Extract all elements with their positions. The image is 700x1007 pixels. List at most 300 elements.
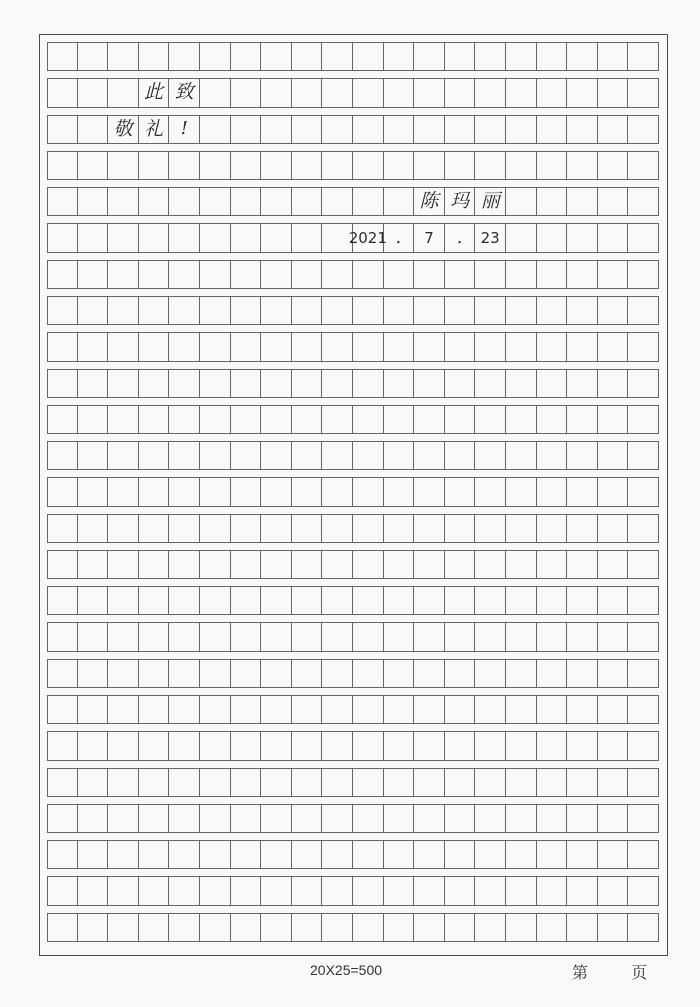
grid-cell xyxy=(200,586,231,615)
grid-cell xyxy=(322,876,353,905)
grid-cell xyxy=(231,42,262,71)
grid-cell xyxy=(353,514,384,543)
grid-cell xyxy=(108,695,139,724)
grid-cell xyxy=(537,659,568,688)
grid-cell xyxy=(78,659,109,688)
grid-cell xyxy=(261,768,292,797)
grid-cell xyxy=(108,78,139,107)
grid-cell xyxy=(567,115,598,144)
grid-cell xyxy=(628,514,659,543)
grid-cell xyxy=(169,622,200,651)
grid-cell xyxy=(231,586,262,615)
grid-cell xyxy=(506,550,537,579)
grid-cell xyxy=(414,405,445,434)
grid-cell xyxy=(78,78,109,107)
grid-cell xyxy=(353,187,384,216)
grid-cell xyxy=(475,514,506,543)
grid-cell xyxy=(384,913,415,942)
grid-cell xyxy=(139,514,170,543)
grid-cell xyxy=(47,731,78,760)
grid-cell xyxy=(475,477,506,506)
grid-cell xyxy=(353,659,384,688)
grid-cell xyxy=(169,151,200,180)
grid-cell xyxy=(506,913,537,942)
grid-cell xyxy=(628,332,659,361)
grid-cell xyxy=(261,659,292,688)
grid-cell xyxy=(261,876,292,905)
grid-cell xyxy=(78,586,109,615)
grid-cell xyxy=(47,260,78,289)
grid-cell xyxy=(414,514,445,543)
grid-cell xyxy=(628,477,659,506)
grid-count-label: 20X25=500 xyxy=(310,962,383,978)
grid-cell xyxy=(384,42,415,71)
grid-cell xyxy=(414,151,445,180)
grid-cell xyxy=(322,768,353,797)
grid-cell xyxy=(598,514,629,543)
grid-cell xyxy=(628,586,659,615)
grid-cell xyxy=(47,115,78,144)
grid-cell xyxy=(322,332,353,361)
grid-cell xyxy=(567,768,598,797)
grid-cell xyxy=(322,695,353,724)
grid-cell xyxy=(628,659,659,688)
grid-cell xyxy=(414,622,445,651)
grid-cell xyxy=(292,622,323,651)
grid-cell xyxy=(292,876,323,905)
grid-cell xyxy=(139,731,170,760)
grid-cell xyxy=(108,477,139,506)
grid-cell xyxy=(139,477,170,506)
grid-cell xyxy=(322,296,353,325)
grid-cell xyxy=(475,840,506,869)
grid-cell xyxy=(322,804,353,833)
grid-cell xyxy=(78,42,109,71)
grid-cell xyxy=(445,586,476,615)
grid-cell xyxy=(598,151,629,180)
grid-cell xyxy=(78,876,109,905)
grid-cell xyxy=(598,296,629,325)
grid-cell xyxy=(78,514,109,543)
grid-cell xyxy=(139,659,170,688)
grid-cell xyxy=(169,441,200,470)
grid-cell xyxy=(628,260,659,289)
grid-cell xyxy=(353,731,384,760)
grid-cell xyxy=(353,622,384,651)
grid-cell xyxy=(628,296,659,325)
grid-cell xyxy=(475,42,506,71)
grid-cell xyxy=(292,550,323,579)
grid-cell xyxy=(139,695,170,724)
grid-cell xyxy=(108,441,139,470)
grid-cell xyxy=(108,768,139,797)
grid-cell xyxy=(322,840,353,869)
grid-cell xyxy=(475,441,506,470)
grid-cell xyxy=(47,550,78,579)
grid-cell xyxy=(261,913,292,942)
handwritten-character: 陈 xyxy=(419,190,439,213)
grid-cell xyxy=(78,369,109,398)
grid-cell xyxy=(598,115,629,144)
grid-cell xyxy=(567,514,598,543)
grid-cell xyxy=(628,768,659,797)
grid-cell xyxy=(200,42,231,71)
grid-cell xyxy=(231,876,262,905)
grid-cell xyxy=(384,840,415,869)
grid-cell xyxy=(384,369,415,398)
grid-cell xyxy=(139,441,170,470)
grid-cell xyxy=(261,369,292,398)
grid-cell xyxy=(231,441,262,470)
grid-cell xyxy=(322,441,353,470)
grid-cell xyxy=(567,477,598,506)
grid-cell xyxy=(231,223,262,252)
grid-cell xyxy=(628,369,659,398)
grid-cell xyxy=(322,187,353,216)
grid-cell xyxy=(292,151,323,180)
grid-cell xyxy=(47,223,78,252)
grid-cell xyxy=(445,514,476,543)
grid-cell xyxy=(537,550,568,579)
grid-cell xyxy=(322,151,353,180)
grid-cell xyxy=(475,296,506,325)
grid-cell xyxy=(139,151,170,180)
grid-cell xyxy=(108,514,139,543)
grid-cell xyxy=(200,115,231,144)
grid-cell xyxy=(231,659,262,688)
grid-cell xyxy=(384,151,415,180)
grid-cell xyxy=(348,223,387,252)
grid-cell xyxy=(261,78,292,107)
grid-cell xyxy=(169,223,200,252)
grid-cell xyxy=(292,913,323,942)
grid-cell xyxy=(47,441,78,470)
grid-cell xyxy=(353,695,384,724)
grid-cell xyxy=(598,586,629,615)
grid-cell xyxy=(139,913,170,942)
grid-cell xyxy=(231,768,262,797)
grid-cell xyxy=(567,695,598,724)
grid-cell xyxy=(598,768,629,797)
grid-cell xyxy=(445,840,476,869)
grid-cell xyxy=(475,550,506,579)
grid-cell xyxy=(445,550,476,579)
grid-cell xyxy=(537,477,568,506)
grid-cell xyxy=(231,731,262,760)
grid-cell xyxy=(353,151,384,180)
grid-cell xyxy=(78,550,109,579)
grid-cell xyxy=(261,187,292,216)
grid-cell xyxy=(108,804,139,833)
grid-cell xyxy=(414,876,445,905)
grid-cell xyxy=(261,477,292,506)
grid-cell xyxy=(169,768,200,797)
grid-cell xyxy=(537,115,568,144)
grid-cell xyxy=(200,876,231,905)
grid-cell xyxy=(231,151,262,180)
grid-cell xyxy=(108,840,139,869)
grid-cell xyxy=(322,586,353,615)
grid-cell xyxy=(384,876,415,905)
grid-cell xyxy=(78,804,109,833)
grid-cell xyxy=(353,550,384,579)
grid-cell xyxy=(108,187,139,216)
grid-cell xyxy=(139,622,170,651)
grid-cell xyxy=(292,115,323,144)
grid-cell xyxy=(78,477,109,506)
grid-cell xyxy=(475,731,506,760)
grid-cell xyxy=(475,913,506,942)
grid-cell xyxy=(261,405,292,434)
grid-cell xyxy=(384,260,415,289)
grid-cell xyxy=(567,840,598,869)
grid-cell xyxy=(445,187,476,216)
grid-cell xyxy=(353,477,384,506)
grid-cell xyxy=(537,369,568,398)
grid-cell xyxy=(567,586,598,615)
grid-cell xyxy=(47,477,78,506)
grid-cell xyxy=(322,514,353,543)
grid-cell xyxy=(384,550,415,579)
grid-cell xyxy=(231,695,262,724)
grid-cell xyxy=(384,187,415,216)
grid-cell xyxy=(598,659,629,688)
handwritten-character: 23 xyxy=(480,228,500,247)
grid-cell xyxy=(231,260,262,289)
grid-cell xyxy=(537,514,568,543)
grid-cell xyxy=(475,223,506,252)
grid-cell xyxy=(78,296,109,325)
grid-cell xyxy=(567,659,598,688)
grid-cell xyxy=(445,42,476,71)
grid-cell xyxy=(567,405,598,434)
grid-cell xyxy=(628,223,659,252)
grid-cell xyxy=(506,695,537,724)
grid-cell xyxy=(108,731,139,760)
grid-cell xyxy=(598,260,629,289)
grid-cell xyxy=(384,695,415,724)
grid-cell xyxy=(598,695,629,724)
grid-cell xyxy=(322,477,353,506)
grid-cell xyxy=(475,78,506,107)
grid-cell xyxy=(628,115,659,144)
grid-cell xyxy=(231,115,262,144)
grid-cell xyxy=(537,441,568,470)
grid-cell xyxy=(506,622,537,651)
grid-cell xyxy=(108,622,139,651)
grid-cell xyxy=(506,223,537,252)
grid-cell xyxy=(292,840,323,869)
handwritten-character: 玛 xyxy=(450,190,470,213)
grid-cell xyxy=(384,223,415,252)
grid-cell xyxy=(414,78,445,107)
grid-cell xyxy=(567,151,598,180)
grid-cell xyxy=(108,586,139,615)
grid-cell xyxy=(261,42,292,71)
grid-cell xyxy=(537,622,568,651)
grid-cell xyxy=(506,876,537,905)
grid-cell xyxy=(292,586,323,615)
grid-cell xyxy=(506,586,537,615)
grid-cell xyxy=(322,369,353,398)
grid-cell xyxy=(78,260,109,289)
grid-cell xyxy=(506,187,537,216)
grid-cell xyxy=(139,550,170,579)
grid-cell xyxy=(169,115,200,144)
grid-cell xyxy=(47,405,78,434)
grid-cell xyxy=(78,622,109,651)
grid-cell xyxy=(108,115,139,144)
grid-cell xyxy=(78,187,109,216)
grid-cell xyxy=(414,332,445,361)
grid-cell xyxy=(445,659,476,688)
grid-cell xyxy=(200,477,231,506)
grid-cell xyxy=(475,405,506,434)
grid-cell xyxy=(537,405,568,434)
grid-cell xyxy=(261,695,292,724)
grid-cell xyxy=(445,804,476,833)
grid-cell xyxy=(169,477,200,506)
grid-cell xyxy=(261,840,292,869)
grid-cell xyxy=(322,659,353,688)
grid-cell xyxy=(353,405,384,434)
grid-cell xyxy=(567,804,598,833)
grid-cell xyxy=(231,405,262,434)
grid-cell xyxy=(47,876,78,905)
grid-cell xyxy=(169,913,200,942)
grid-cell xyxy=(506,115,537,144)
grid-cell xyxy=(598,369,629,398)
grid-cell xyxy=(292,42,323,71)
grid-cell xyxy=(475,695,506,724)
grid-cell xyxy=(353,804,384,833)
grid-cell xyxy=(200,840,231,869)
grid-cell xyxy=(47,514,78,543)
grid-cell xyxy=(628,913,659,942)
grid-cell xyxy=(108,260,139,289)
grid-cell xyxy=(292,332,323,361)
grid-cell xyxy=(414,296,445,325)
grid-cell xyxy=(628,550,659,579)
grid-cell xyxy=(353,840,384,869)
grid-cell xyxy=(108,151,139,180)
grid-cell xyxy=(353,586,384,615)
grid-cell xyxy=(537,260,568,289)
grid-cell xyxy=(628,695,659,724)
grid-cell xyxy=(200,296,231,325)
grid-cell xyxy=(598,804,629,833)
grid-cell xyxy=(108,550,139,579)
grid-cell xyxy=(384,804,415,833)
grid-cell xyxy=(200,405,231,434)
grid-cell xyxy=(567,296,598,325)
grid-cell xyxy=(384,731,415,760)
grid-cell xyxy=(414,768,445,797)
grid-cell xyxy=(47,840,78,869)
grid-cell xyxy=(139,78,170,107)
grid-cell xyxy=(139,260,170,289)
grid-cell xyxy=(414,260,445,289)
grid-cell xyxy=(322,78,353,107)
grid-cell xyxy=(598,405,629,434)
grid-cell xyxy=(537,332,568,361)
grid-cell xyxy=(231,78,262,107)
grid-cell xyxy=(292,768,323,797)
grid-cell xyxy=(506,840,537,869)
grid-cell xyxy=(414,586,445,615)
grid-cell xyxy=(628,405,659,434)
grid-cell xyxy=(475,369,506,398)
grid-cell xyxy=(231,804,262,833)
grid-cell xyxy=(567,223,598,252)
grid-cell xyxy=(200,369,231,398)
grid-cell xyxy=(414,804,445,833)
grid-cell xyxy=(139,296,170,325)
grid-cell xyxy=(414,840,445,869)
grid-cell xyxy=(567,369,598,398)
grid-cell xyxy=(414,369,445,398)
grid-cell xyxy=(628,876,659,905)
grid-cell xyxy=(261,260,292,289)
grid-cell xyxy=(139,768,170,797)
grid-cell xyxy=(537,695,568,724)
grid-cell xyxy=(200,731,231,760)
grid-cell xyxy=(567,913,598,942)
grid-cell xyxy=(567,731,598,760)
character-grid xyxy=(47,42,659,949)
grid-cell xyxy=(567,441,598,470)
grid-cell xyxy=(261,296,292,325)
grid-cell xyxy=(231,913,262,942)
grid-cell xyxy=(169,42,200,71)
grid-cell xyxy=(261,115,292,144)
grid-cell xyxy=(231,369,262,398)
grid-cell xyxy=(200,441,231,470)
grid-cell xyxy=(598,477,629,506)
grid-cell xyxy=(200,223,231,252)
grid-cell xyxy=(169,550,200,579)
grid-cell xyxy=(506,260,537,289)
grid-cell xyxy=(322,42,353,71)
grid-cell xyxy=(475,332,506,361)
grid-cell xyxy=(384,405,415,434)
grid-cell xyxy=(353,768,384,797)
grid-cell xyxy=(47,804,78,833)
grid-cell xyxy=(475,876,506,905)
grid-cell xyxy=(200,622,231,651)
grid-cell xyxy=(78,151,109,180)
grid-cell xyxy=(78,441,109,470)
grid-cell xyxy=(47,768,78,797)
grid-cell xyxy=(598,876,629,905)
grid-cell xyxy=(47,695,78,724)
grid-cell xyxy=(78,913,109,942)
grid-cell xyxy=(47,78,78,107)
grid-cell xyxy=(78,695,109,724)
grid-cell xyxy=(445,405,476,434)
grid-cell xyxy=(445,441,476,470)
grid-cell xyxy=(231,550,262,579)
grid-cell xyxy=(169,731,200,760)
handwritten-character: ! xyxy=(180,118,188,140)
grid-cell xyxy=(537,731,568,760)
grid-cell xyxy=(506,514,537,543)
grid-cell xyxy=(598,913,629,942)
grid-cell xyxy=(598,78,629,107)
grid-cell xyxy=(231,514,262,543)
grid-cell xyxy=(567,187,598,216)
grid-cell xyxy=(598,622,629,651)
